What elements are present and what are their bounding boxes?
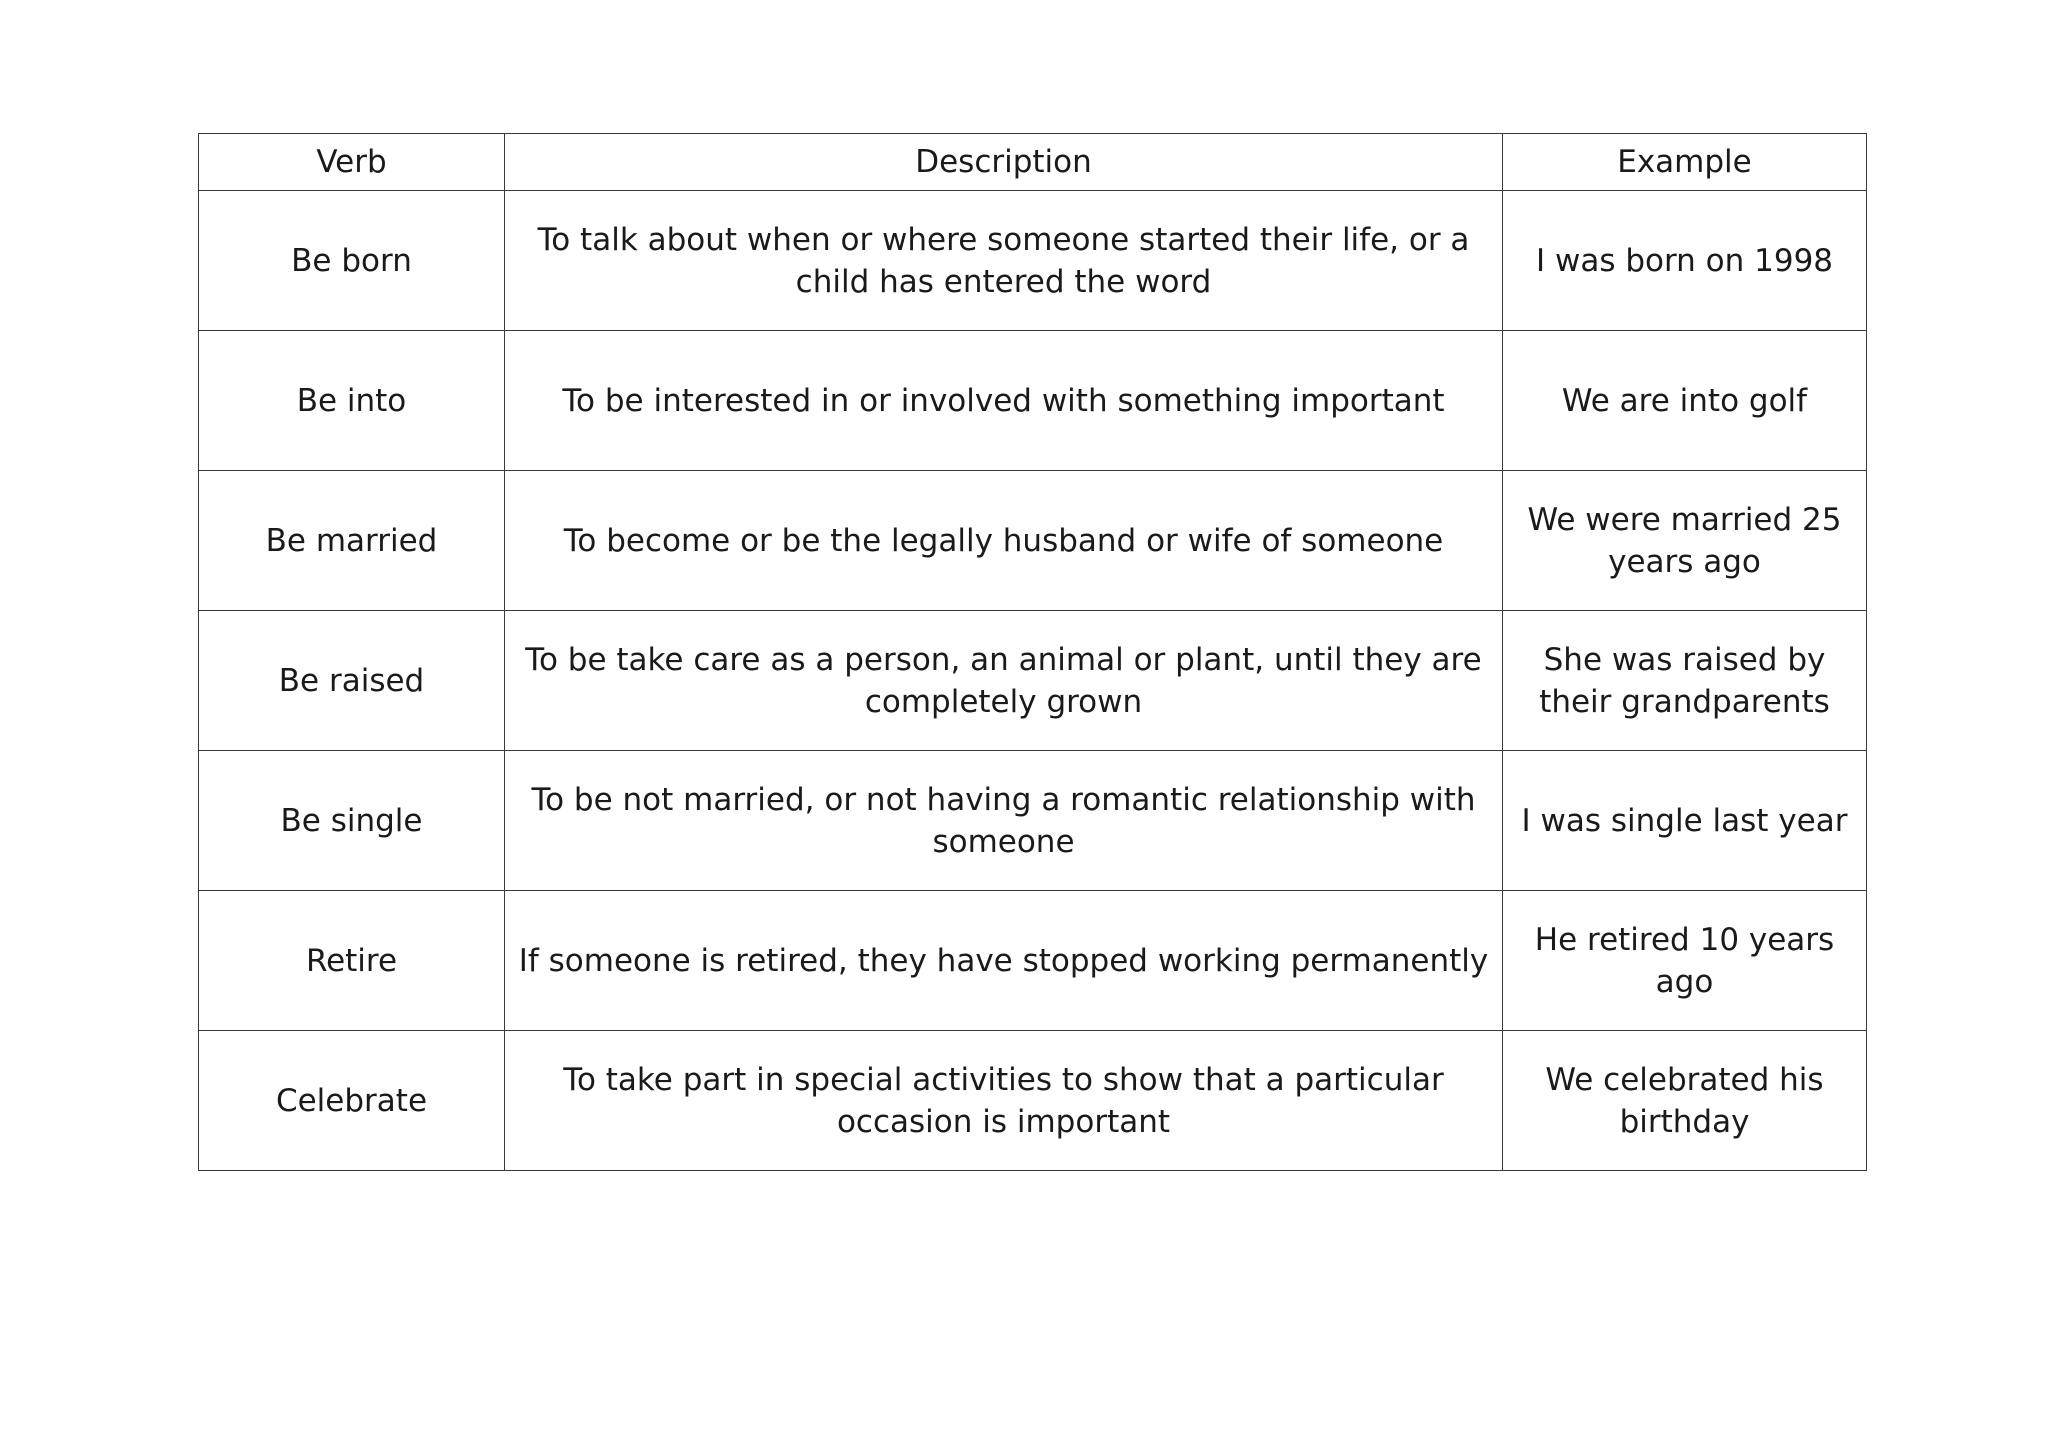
description-cell: To be interested in or involved with something important (505, 331, 1503, 471)
verb-cell: Be raised (199, 611, 505, 751)
description-cell: To take part in special activities to show that a particular occasion is important (505, 1031, 1503, 1171)
example-cell: We were married 25 years ago (1503, 471, 1867, 611)
table-row (199, 1031, 1867, 1171)
verb-cell: Be married (199, 471, 505, 611)
example-cell: He retired 10 years ago (1503, 891, 1867, 1031)
table-header-row (199, 134, 1867, 191)
table-row (199, 891, 1867, 1031)
header-verb: Verb (199, 134, 505, 191)
description-cell: To become or be the legally husband or wife of someone (505, 471, 1503, 611)
verb-table (198, 133, 1867, 1171)
verb-cell: Be born (199, 191, 505, 331)
verb-cell: Retire (199, 891, 505, 1031)
description-cell: To be take care as a person, an animal or plant, until they are completely grown (505, 611, 1503, 751)
table-row (199, 471, 1867, 611)
description-cell: To talk about when or where someone started their life, or a child has entered the word (505, 191, 1503, 331)
example-cell: We celebrated his birthday (1503, 1031, 1867, 1171)
description-cell: If someone is retired, they have stopped working permanently (505, 891, 1503, 1031)
verb-cell: Be single (199, 751, 505, 891)
header-description: Description (505, 134, 1503, 191)
table-row (199, 751, 1867, 891)
verb-cell: Celebrate (199, 1031, 505, 1171)
header-example: Example (1503, 134, 1867, 191)
table-row (199, 611, 1867, 751)
example-cell: She was raised by their grandparents (1503, 611, 1867, 751)
example-cell: We are into golf (1503, 331, 1867, 471)
verb-cell: Be into (199, 331, 505, 471)
table-row (199, 331, 1867, 471)
example-cell: I was born on 1998 (1503, 191, 1867, 331)
description-cell: To be not married, or not having a romantic relationship with someone (505, 751, 1503, 891)
table-row (199, 191, 1867, 331)
example-cell: I was single last year (1503, 751, 1867, 891)
